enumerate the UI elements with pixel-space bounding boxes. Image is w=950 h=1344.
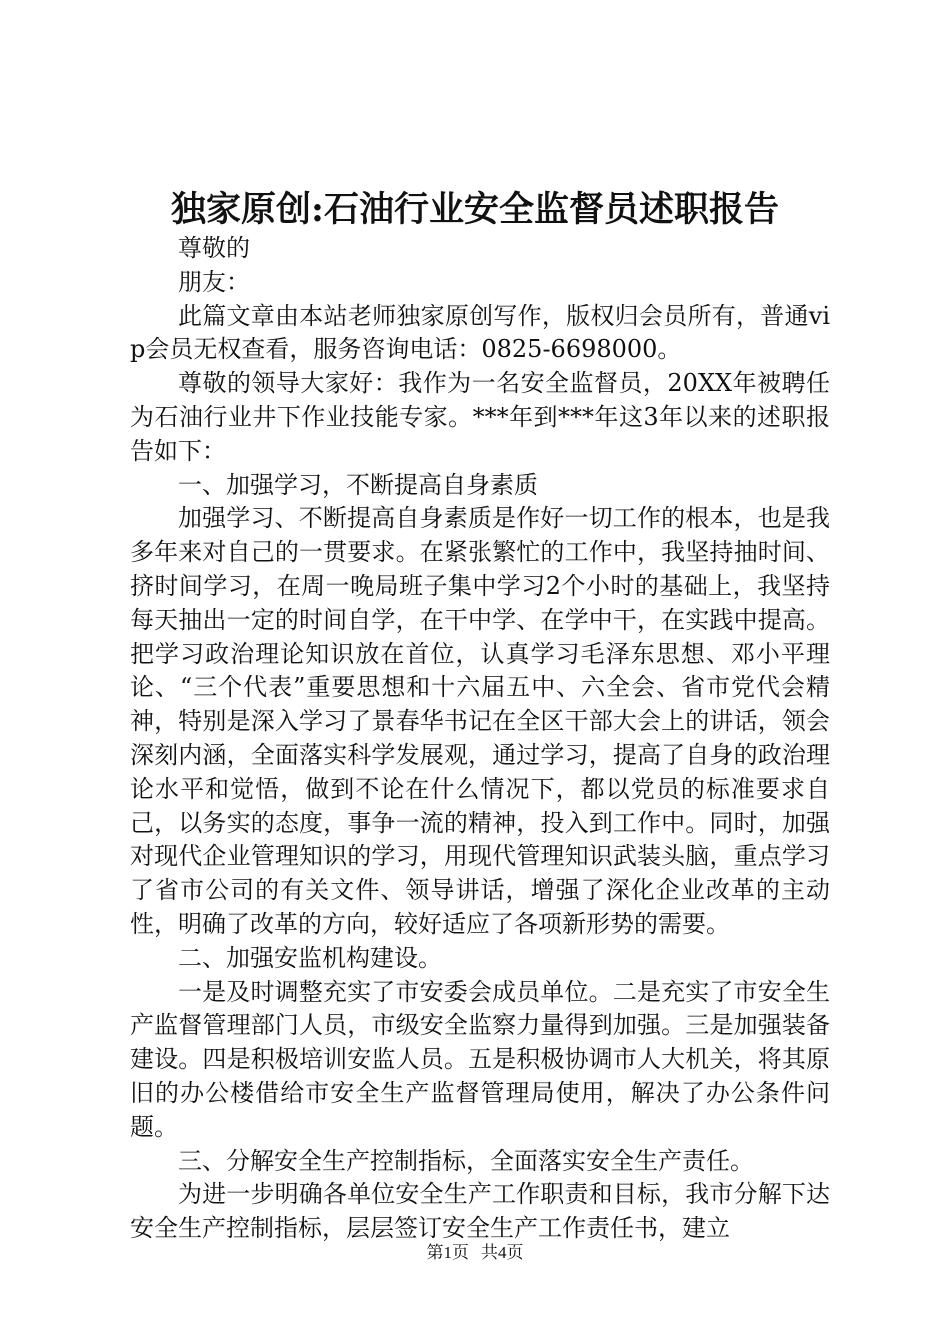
body-paragraph: 一是及时调整充实了市安委会成员单位。二是充实了市安全生产监督管理部门人员，市级安全监察力量得到加强。三是加强装备建设。四是积极培训安监人员。五是积极协调市人大机关，将其原旧的办公楼借给市安全生产监督管理局使用，解决了办公条件问题。 — [130, 977, 830, 1141]
document-title: 独家原创:石油行业安全监督员述职报告 — [171, 189, 779, 230]
salutation-line-1: 尊敬的 — [178, 234, 250, 262]
document-body — [130, 232, 830, 1246]
body-paragraph: 加强学习、不断提高自身素质是作好一切工作的根本，也是我多年来对自己的一贯要求。在紧张繁忙的工作中，我坚持抽时间、挤时间学习，在周一晚局班子集中学习2个小时的基础上，我坚持每天抽出一定的时间自学，在干中学、在学中干，在实践中提高。把学习政治理论知识放在首位，认真学习毛泽东思想、邓小平理论、“三个代表”重要思想和十六届五中、六全会、省市党代会精神，特别是深入学习了景春华书记在全区干部大会上的讲话，领会深刻内涵，全面落实科学发展观，通过学习，提高了自身的政治理论水平和觉悟，做到不论在什么情况下，都以党员的标准要求自己，以务实的态度，事争一流的精神，投入到工作中。同时，加强对现代企业管理知识的学习，用现代管理知识武装头脑，重点学习了省市公司的有关文件、领导讲话，增强了深化企业改革的主动性，明确了改革的方向，较好适应了各项新形势的需要。 — [130, 504, 830, 938]
body-paragraph: 为进一步明确各单位安全生产工作职责和目标，我市分解下达安全生产控制指标，层层签订安全生产工作责任书，建立 — [130, 1180, 830, 1243]
page-number: 第1页 — [426, 1243, 469, 1262]
section-heading-2: 二、加强安监机构建设。 — [178, 943, 442, 972]
intro-paragraph: 尊敬的领导大家好：我作为一名安全监督员，20XX年被聘任为石油行业井下作业技能专家。***年到***年这3年以来的述职报告如下： — [130, 369, 830, 465]
section-heading-1: 一、加强学习，不断提高自身素质 — [178, 470, 538, 499]
page-total: 共4页 — [481, 1243, 524, 1262]
salutation-line-2: 朋友： — [178, 267, 250, 296]
copyright-notice: 此篇文章由本站老师独家原创写作，版权归会员所有，普通vip会员无权查看，服务咨询电话：0825-6698000。 — [130, 301, 830, 364]
section-heading-3: 三、分解安全生产控制指标，全面落实安全生产责任。 — [178, 1146, 754, 1175]
page-footer — [0, 1242, 950, 1264]
